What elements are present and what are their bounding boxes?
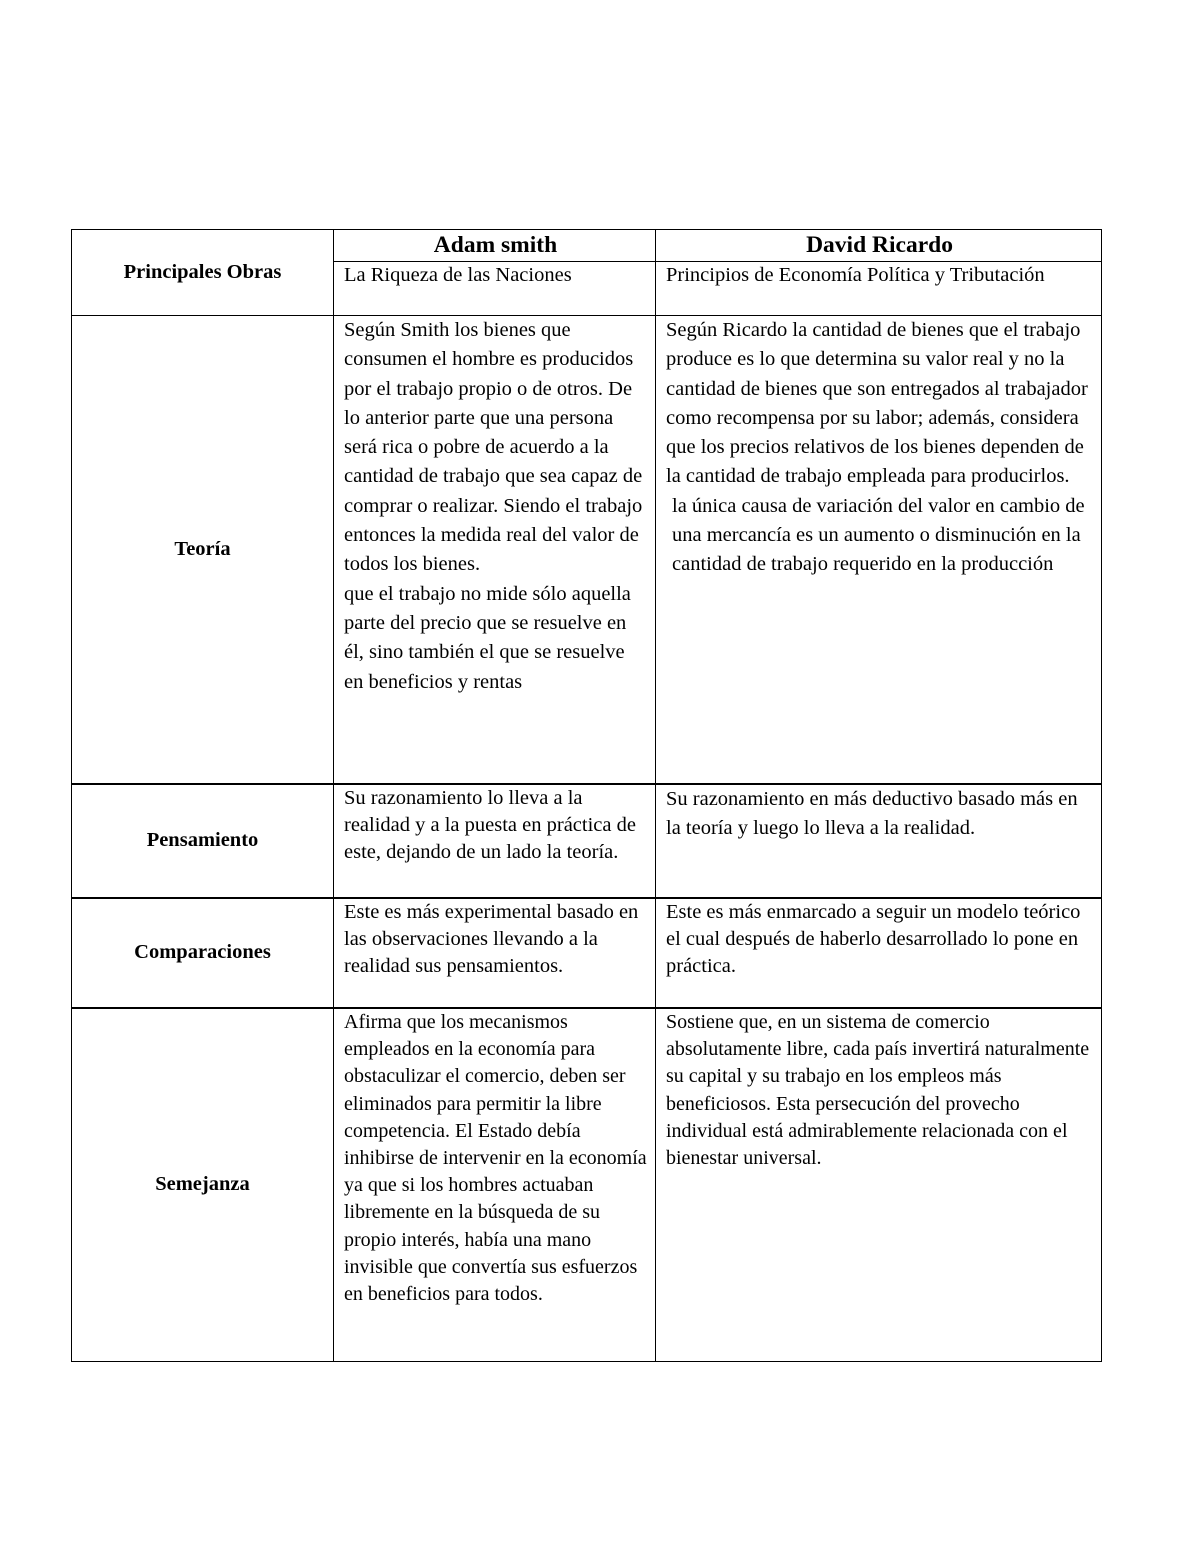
row-label-semejanza: Semejanza	[72, 1008, 334, 1362]
row-label-pensamiento: Pensamiento	[72, 784, 334, 898]
column-header-david-ricardo: David Ricardo	[656, 230, 1102, 262]
cell-smith-comparaciones: Este es más experimental basado en las observaciones llevando a la realidad sus pensamientos.	[334, 898, 656, 1008]
ricardo-teoria-paragraph-2: la única causa de variación del valor en cambio de una mercancía es un aumento o disminución en la cantidad de trabajo requerido en la producción	[672, 494, 1085, 576]
cell-smith-pensamiento: Su razonamiento lo lleva a la realidad y a la puesta en práctica de este, dejando de un lado la teoría.	[334, 784, 656, 898]
row-label-principales-obras: Principales Obras	[72, 230, 334, 316]
table-row-pensamiento	[72, 784, 1102, 898]
cell-smith-teoria	[334, 316, 656, 785]
smith-teoria-paragraph-1: Según Smith los bienes que consumen el hombre es producidos por el trabajo propio o de otros. De lo anterior parte que una persona será rica o pobre de acuerdo a la cantidad de trabajo que sea capaz de comprar o realizar. Siendo el trabajo entonces la medida real del valor de todos los bienes.	[344, 319, 643, 576]
column-header-adam-smith: Adam smith	[334, 230, 656, 262]
smith-teoria-paragraph-2: que el trabajo no mide sólo aquella parte del precio que se resuelve en él, sino también el que se resuelve en beneficios y rentas	[344, 582, 631, 693]
cell-ricardo-semejanza: Sostiene que, en un sistema de comercio absolutamente libre, cada país invertirá naturalmente su capital y su trabajo en los empleos más beneficiosos. Esta persecución del provecho individual está admirablemente relacionada con el bienestar universal.	[656, 1008, 1102, 1362]
comparison-table	[71, 229, 1102, 1362]
table-header-row	[72, 230, 1102, 262]
table-row-teoria	[72, 316, 1102, 785]
cell-ricardo-pensamiento: Su razonamiento en más deductivo basado más en la teoría y luego lo lleva a la realidad.	[656, 784, 1102, 898]
table-row-comparaciones	[72, 898, 1102, 1008]
table-row-semejanza	[72, 1008, 1102, 1362]
cell-smith-semejanza: Afirma que los mecanismos empleados en la economía para obstaculizar el comercio, deben ser eliminados para permitir la libre competencia. El Estado debía inhibirse de intervenir en la economía ya que si los hombres actuaban libremente en la búsqueda de su propio interés, había una mano invisible que convertía sus esfuerzos en beneficios para todos.	[334, 1008, 656, 1362]
ricardo-teoria-paragraph-1: Según Ricardo la cantidad de bienes que el trabajo produce es lo que determina su valor real y no la cantidad de bienes que son entregados al trabajador como recompensa por su labor; además, considera que los precios relativos de los bienes dependen de la cantidad de trabajo empleada para producirlos.	[666, 319, 1088, 488]
row-label-teoria: Teoría	[72, 316, 334, 785]
cell-ricardo-comparaciones: Este es más enmarcado a seguir un modelo teórico el cual después de haberlo desarrollado lo pone en práctica.	[656, 898, 1102, 1008]
row-label-comparaciones: Comparaciones	[72, 898, 334, 1008]
cell-ricardo-teoria	[656, 316, 1102, 785]
cell-smith-obras: La Riqueza de las Naciones	[334, 262, 656, 316]
cell-ricardo-obras: Principios de Economía Política y Tributación	[656, 262, 1102, 316]
